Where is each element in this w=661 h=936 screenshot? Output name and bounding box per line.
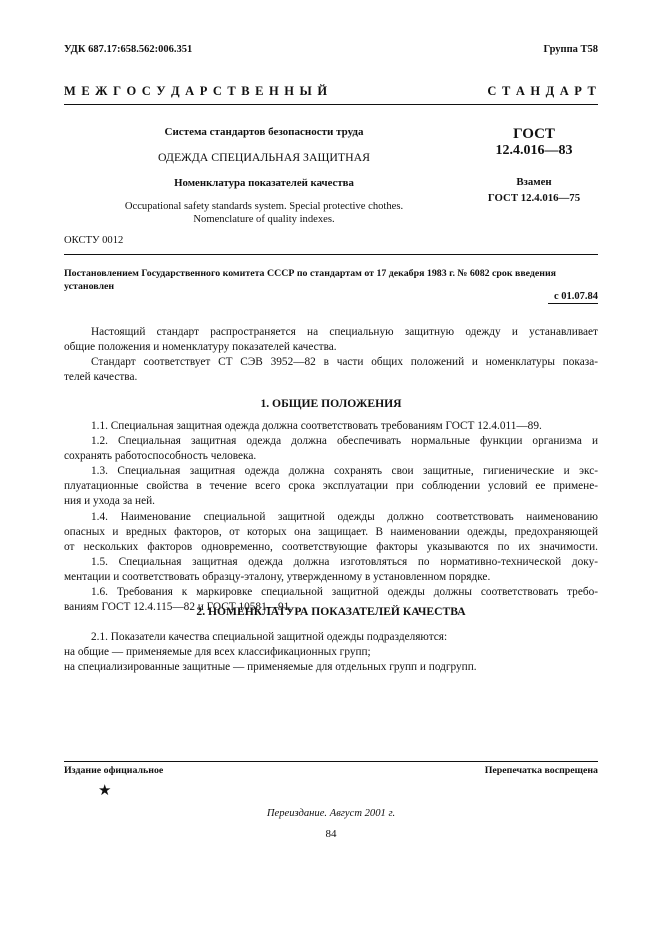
item-1-4-line2: опасных и вредных факторов, от которых она защищает. В наименовании одежды, предохраняющей [64, 525, 598, 538]
item-1-6-line2: ваниям ГОСТ 12.4.115—82 и ГОСТ 10581—91. [64, 601, 293, 614]
item-1-3-line1: 1.3. Специальная защитная одежда должна сохранять свои защитные, гигиенические и экс- [91, 465, 598, 478]
item-1-5-line2: ментации и соответствовать образцу-эталону, утвержденному в установленном порядке. [64, 570, 491, 583]
intro-p2-line2: телей качества. [64, 371, 138, 384]
group-code: Группа Т58 [543, 44, 598, 55]
gost-label: ГОСТ [513, 126, 555, 142]
replaces-label: Взамен [516, 176, 552, 188]
section1-heading: 1. ОБЩИЕ ПОЛОЖЕНИЯ [260, 397, 402, 410]
item-1-2-line1: 1.2. Специальная защитная одежда должна обеспечивать нормальные функции организма и [91, 435, 598, 448]
intro-p2-line1: Стандарт соответствует СТ СЭВ 3952—82 в части общих положений и номенклатуры показа- [91, 356, 598, 369]
intro-p1-line2: общие положения и номенклатуру показателей качества. [64, 341, 337, 354]
title-rule [64, 254, 598, 255]
item-1-2-line2: сохранять работоспособность человека. [64, 450, 257, 463]
date-underline [548, 303, 598, 304]
english-title-line2: Nomenclature of quality indexes. [193, 214, 335, 225]
item-2-1-general: на общие — применяемые для всех классификационных групп; [64, 646, 371, 659]
decree-line2: установлен [64, 281, 115, 292]
item-1-6-line1: 1.6. Требования к маркировке специальной защитной одежды должны соответствовать требо- [91, 586, 598, 599]
okstu-code: ОКСТУ 0012 [64, 235, 124, 246]
english-title-line1: Occupational safety standards system. Special protective chothes. [124, 201, 404, 212]
section1-body [64, 419, 598, 615]
official-edition: Издание официальное [64, 765, 164, 776]
header-rule [64, 104, 598, 105]
item-2-1-specialized: на специализированные защитные — применяемые для отдельных групп и подгрупп. [64, 661, 477, 674]
reprint-prohibited: Перепечатка воспрещена [484, 765, 598, 776]
item-1-4-line3: от нескольких факторов одновременно, соответствующие факторы указываются по их значимости. [64, 540, 598, 553]
system-name: Система стандартов безопасности труда [164, 126, 364, 138]
star-icon: ★ [98, 783, 112, 799]
item-1-5-line1: 1.5. Специальная защитная одежда должна изготовляться по нормативно-технической доку- [91, 555, 598, 568]
reissue-note: Переиздание. Август 2001 г. [266, 808, 396, 819]
document-subtitle: Номенклатура показателей качества [174, 177, 354, 189]
section2-body [64, 630, 598, 675]
page-number: 84 [325, 828, 337, 840]
banner-standard: С Т А Н Д А Р Т [487, 84, 597, 98]
replaces-value: ГОСТ 12.4.016—75 [487, 192, 581, 204]
footer-rule [64, 761, 598, 762]
item-1-1: 1.1. Специальная защитная одежда должна соответствовать требованиям ГОСТ 12.4.011—89. [91, 420, 542, 432]
item-1-3-line2: плуатационные свойства в течение всего срока эксплуатации при соблюдении условий ее примене- [64, 480, 598, 493]
document-title: ОДЕЖДА СПЕЦИАЛЬНАЯ ЗАЩИТНАЯ [157, 150, 370, 164]
udk-code: УДК 687.17:658.562:006.351 [64, 44, 193, 55]
item-1-3-line3: ния и ухода за ней. [64, 495, 155, 508]
banner-interstate: М Е Ж Г О С У Д А Р С Т В Е Н Н Ы Й [64, 84, 329, 98]
section2-heading: 2. НОМЕНКЛАТУРА ПОКАЗАТЕЛЕЙ КАЧЕСТВА [196, 605, 466, 618]
item-1-4-line1: 1.4. Наименование специальной защитной одежды должно соответствовать наименованию [91, 510, 598, 523]
decree-line1: Постановлением Государственного комитета СССР по стандартам от 17 декабря 1983 г. № 6082 срок введения [64, 268, 557, 279]
gost-number: 12.4.016—83 [495, 143, 573, 158]
decree-date: с 01.07.84 [553, 291, 598, 302]
intro-p1-line1: Настоящий стандарт распространяется на специальную защитную одежду и устанавливает [91, 326, 598, 338]
item-2-1: 2.1. Показатели качества специальной защитной одежды подразделяются: [91, 631, 448, 643]
intro-text [64, 325, 598, 385]
